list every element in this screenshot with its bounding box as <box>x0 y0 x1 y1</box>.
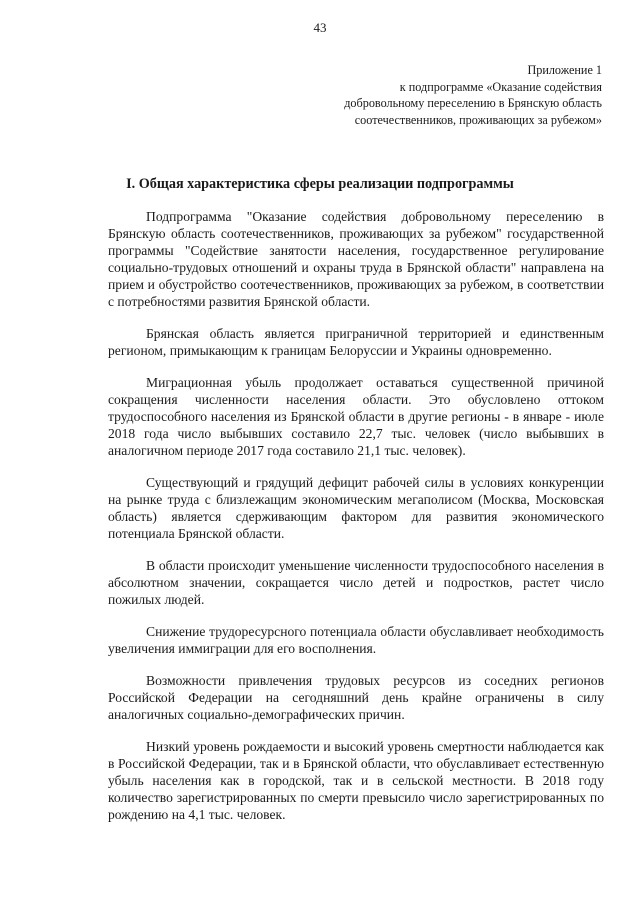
paragraph: Низкий уровень рождаемости и высокий уровень смертности наблюдается как в Российской Федерации, так и в Брянской области, что обуславливает естественную убыль населения как в городской, так и в сельской местности. В 2018 году количество зарегистрированных по смерти превысило число зарегистрированных по рождению на 4,1 тыс. человек. <box>108 739 604 822</box>
appendix-line: к подпрограмме «Оказание содействия <box>399 79 602 94</box>
document-body <box>108 208 604 838</box>
paragraph: Существующий и грядущий дефицит рабочей силы в условиях конкуренции на рынке труда с близлежащим экономическим мегаполисом (Москва, Московская область) является сдерживающим фактором для развития экономического потенциала Брянской области. <box>108 475 604 541</box>
appendix-line: добровольному переселению в Брянскую область <box>344 96 602 110</box>
appendix-header <box>282 62 602 128</box>
paragraph: Миграционная убыль продолжает оставаться существенной причиной сокращения численности населения области. Это обусловлено оттоком трудоспособного населения из Брянской области в другие регионы - в январе - июле 2018 года число выбывших составило 22,7 тыс. человек (число выбывших в аналогичном периоде 2017 года составило 21,1 тыс. человек). <box>108 375 604 458</box>
paragraph: Снижение трудоресурсного потенциала области обуславливает необходимость увеличения иммиграции для его восполнения. <box>108 624 604 656</box>
paragraph: Брянская область является приграничной территорией и единственным регионом, примыкающим к границам Белоруссии и Украины одновременно. <box>108 326 604 358</box>
appendix-line: Приложение 1 <box>527 63 602 77</box>
paragraph: Возможности привлечения трудовых ресурсов из соседних регионов Российской Федерации на сегодняшний день крайне ограничены в силу аналогичных социально-демографических причин. <box>108 673 604 722</box>
section-title: I. Общая характеристика сферы реализации подпрограммы <box>126 176 514 192</box>
appendix-line: соотечественников, проживающих за рубежом» <box>354 112 602 127</box>
paragraph: В области происходит уменьшение численности трудоспособного населения в абсолютном значении, сокращается число детей и подростков, растет число пожилых людей. <box>108 558 604 607</box>
page-number: 43 <box>313 20 327 35</box>
paragraph: Подпрограмма "Оказание содействия добровольному переселению в Брянскую область соотечественников, проживающих за рубежом" государственной программы "Содействие занятости населения, государственное регулирование социально-трудовых отношений и охраны труда в Брянской области" направлена на прием и обустройство соотечественников, проживающих за рубежом, в соответствии с потребностями развития Брянской области. <box>108 209 604 309</box>
